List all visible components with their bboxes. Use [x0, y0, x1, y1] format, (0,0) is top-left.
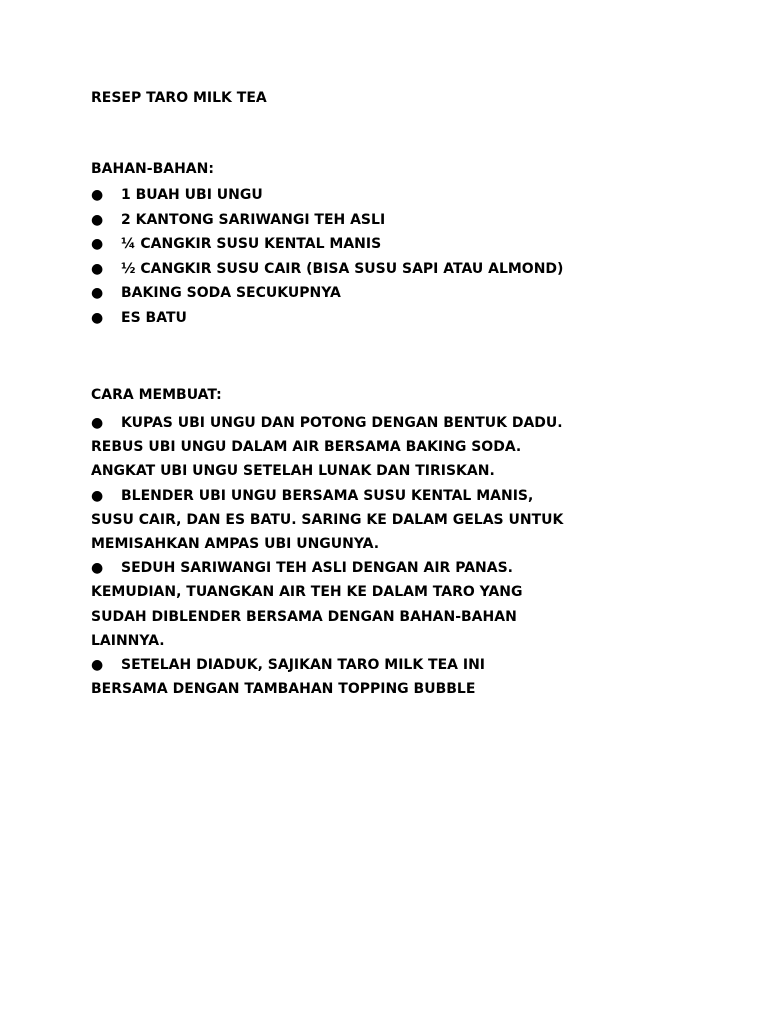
- bullet-icon: ●: [91, 487, 104, 504]
- step-text: SEDUH SARIWANGI TEH ASLI DENGAN AIR PANAS.: [121, 560, 513, 577]
- step-line: [91, 556, 671, 580]
- bullet-icon: ●: [91, 260, 104, 277]
- bullet-icon: ●: [91, 285, 104, 302]
- step-line: REBUS UBI UNGU DALAM AIR BERSAMA BAKING SODA.: [91, 439, 522, 456]
- bullet-icon: ●: [91, 415, 104, 431]
- step-line: ANGKAT UBI UNGU SETELAH LUNAK DAN TIRISKAN.: [91, 463, 495, 480]
- step-line: SUDAH DIBLENDER BERSAMA DENGAN BAHAN-BAHAN: [91, 608, 517, 625]
- bullet-icon: ●: [91, 309, 104, 326]
- step-text: SETELAH DIADUK, SAJIKAN TARO MILK TEA INI: [121, 656, 486, 673]
- ingredient-text: ½ CANGKIR SUSU CAIR (BISA SUSU SAPI ATAU ALMOND): [121, 260, 564, 277]
- step-line: SUSU CAIR, DAN ES BATU. SARING KE DALAM GELAS UNTUK: [91, 511, 564, 528]
- step-line: [91, 484, 671, 508]
- bullet-icon: ●: [91, 236, 104, 253]
- step-text: KUPAS UBI UNGU DAN POTONG DENGAN BENTUK DADU.: [121, 415, 563, 431]
- steps-list: [91, 411, 671, 701]
- step-line: BERSAMA DENGAN TAMBAHAN TOPPING BUBBLE: [91, 681, 476, 698]
- step-line: MEMISAHKAN AMPAS UBI UNGUNYA.: [91, 535, 380, 552]
- step-text: BLENDER UBI UNGU BERSAMA SUSU KENTAL MANIS,: [121, 487, 534, 504]
- step-line: KEMUDIAN, TUANGKAN AIR TEH KE DALAM TARO YANG: [91, 584, 523, 601]
- ingredient-text: ¼ CANGKIR SUSU KENTAL MANIS: [121, 236, 382, 253]
- ingredient-text: 1 BUAH UBI UNGU: [121, 187, 263, 203]
- ingredient-text: ES BATU: [121, 309, 187, 326]
- document-title: RESEP TARO MILK TEA: [91, 90, 267, 106]
- bullet-icon: ●: [91, 560, 104, 577]
- step-line: [91, 411, 671, 435]
- ingredients-heading: BAHAN-BAHAN:: [91, 161, 214, 177]
- ingredient-text: BAKING SODA SECUKUPNYA: [121, 285, 341, 302]
- step-line: LAINNYA.: [91, 632, 165, 649]
- steps-heading: CARA MEMBUAT:: [91, 387, 222, 403]
- ingredient-text: 2 KANTONG SARIWANGI TEH ASLI: [121, 211, 386, 228]
- step-line: [91, 653, 671, 677]
- bullet-icon: ●: [91, 211, 104, 228]
- bullet-icon: ●: [91, 187, 104, 203]
- bullet-icon: ●: [91, 656, 104, 673]
